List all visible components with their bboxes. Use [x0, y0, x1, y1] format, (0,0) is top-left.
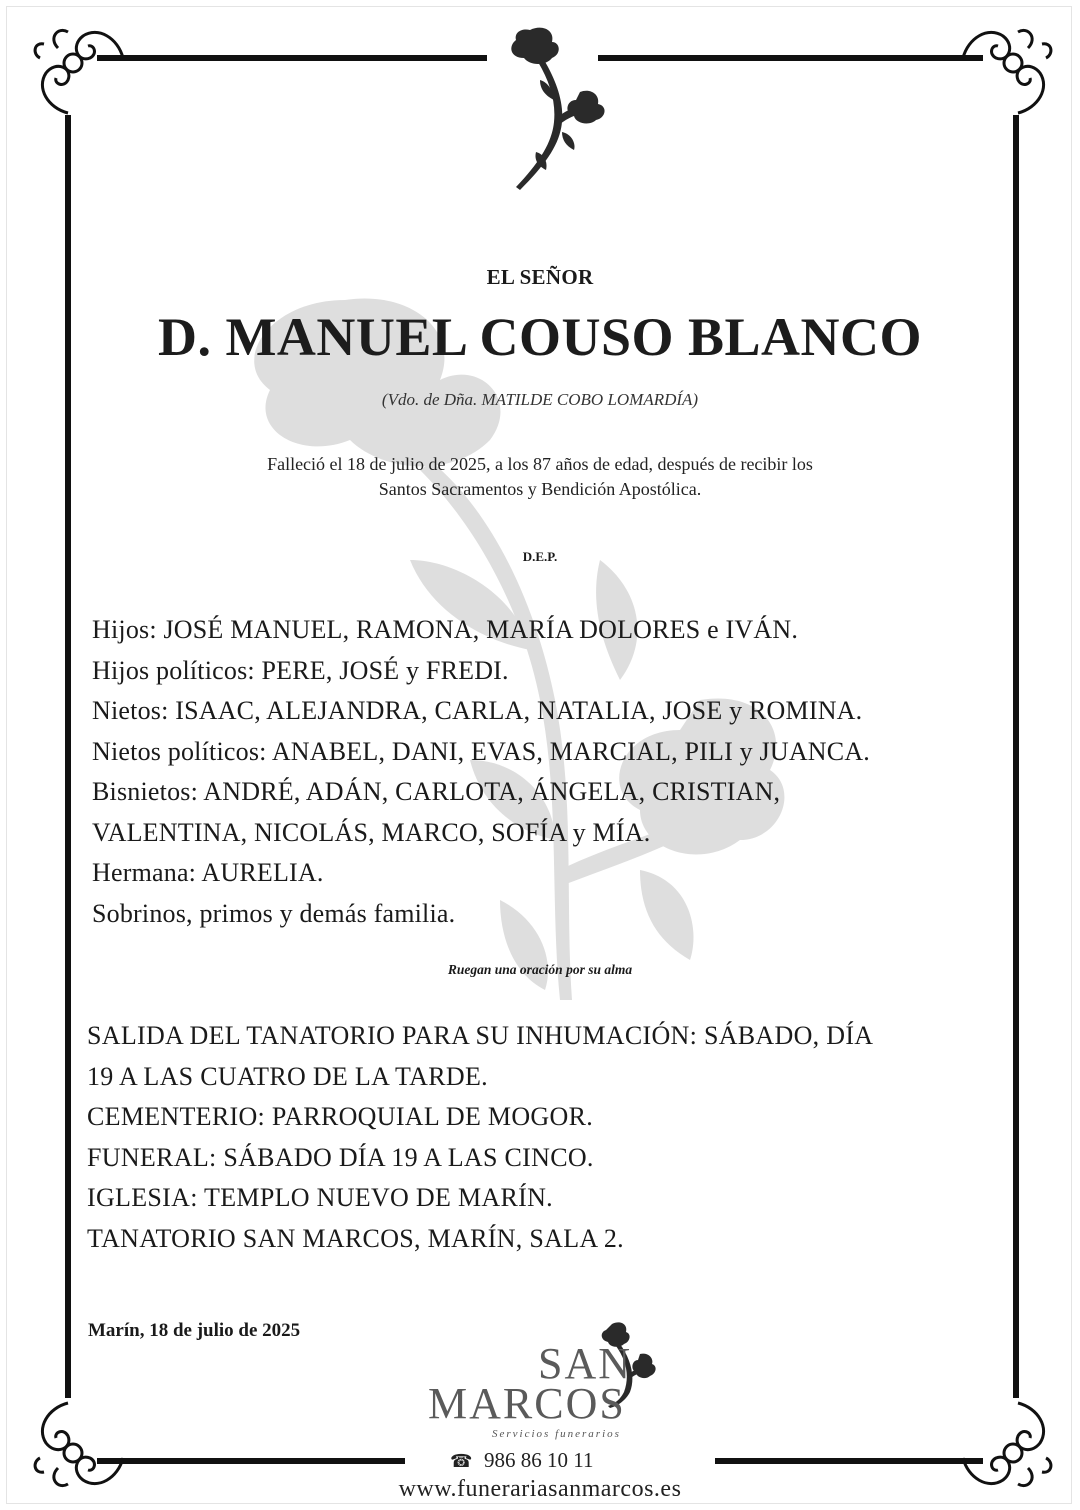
- service-line: CEMENTERIO: PARROQUIAL DE MOGOR.: [87, 1102, 594, 1131]
- family-line: Nietos: ISAAC, ALEJANDRA, CARLA, NATALIA, JOSE y ROMINA.: [92, 696, 863, 725]
- logo-tagline: Servicios funerarios: [492, 1428, 621, 1440]
- top-right-flourish-icon: [958, 18, 1058, 118]
- phone-number[interactable]: 986 86 10 11: [484, 1448, 594, 1472]
- family-line: VALENTINA, NICOLÁS, MARCO, SOFÍA y MÍA.: [92, 817, 651, 847]
- service-line: FUNERAL: SÁBADO DÍA 19 A LAS CINCO.: [87, 1142, 594, 1172]
- family-line: Nietos políticos: ANABEL, DANI, EVAS, MARCIAL, PILI y JUANCA.: [92, 736, 871, 766]
- family-line: Hermana: AURELIA.: [92, 858, 324, 887]
- dep-label: D.E.P.: [522, 549, 558, 564]
- logo-text-marcos: MARCOS: [428, 1379, 626, 1428]
- family-list: [92, 610, 992, 934]
- family-line: Hijos políticos: PERE, JOSÉ y FREDI.: [92, 655, 509, 685]
- service-line: 19 A LAS CUATRO DE LA TARDE.: [87, 1061, 488, 1091]
- service-line: SALIDA DEL TANATORIO PARA SU INHUMACIÓN: SÁBADO, DÍA: [87, 1021, 874, 1050]
- website-link[interactable]: www.funerariasanmarcos.es: [398, 1476, 682, 1502]
- death-notice-line: Falleció el 18 de julio de 2025, a los 87 años de edad, después de recibir los: [267, 454, 813, 474]
- top-flower-icon: [500, 22, 620, 192]
- service-details: [87, 1016, 1007, 1259]
- logo-text-san: SAN: [538, 1339, 633, 1388]
- family-line: Sobrinos, primos y demás familia.: [92, 898, 456, 928]
- phone-contact: [450, 1448, 593, 1473]
- prayer-request: Ruegan una oración por su alma: [447, 962, 633, 977]
- service-line: IGLESIA: TEMPLO NUEVO DE MARÍN.: [87, 1183, 553, 1212]
- telephone-icon: ☎: [450, 1451, 473, 1471]
- service-line: TANATORIO SAN MARCOS, MARÍN, SALA 2.: [87, 1223, 624, 1253]
- place-date: Marín, 18 de julio de 2025: [88, 1320, 301, 1341]
- death-notice: [0, 452, 1080, 502]
- family-line: Bisnietos: ANDRÉ, ADÁN, CARLOTA, ÁNGELA, CRISTIAN,: [92, 777, 781, 806]
- death-notice-line: Santos Sacramentos y Bendición Apostólica.: [378, 479, 702, 499]
- widow-note: (Vdo. de Dña. MATILDE COBO LOMARDÍA): [381, 390, 699, 409]
- top-left-flourish-icon: [28, 18, 128, 118]
- family-line: Hijos: JOSÉ MANUEL, RAMONA, MARÍA DOLORES e IVÁN.: [92, 615, 799, 644]
- deceased-name: D. MANUEL COUSO BLANCO: [157, 307, 923, 367]
- honorific-title: EL SEÑOR: [486, 265, 594, 289]
